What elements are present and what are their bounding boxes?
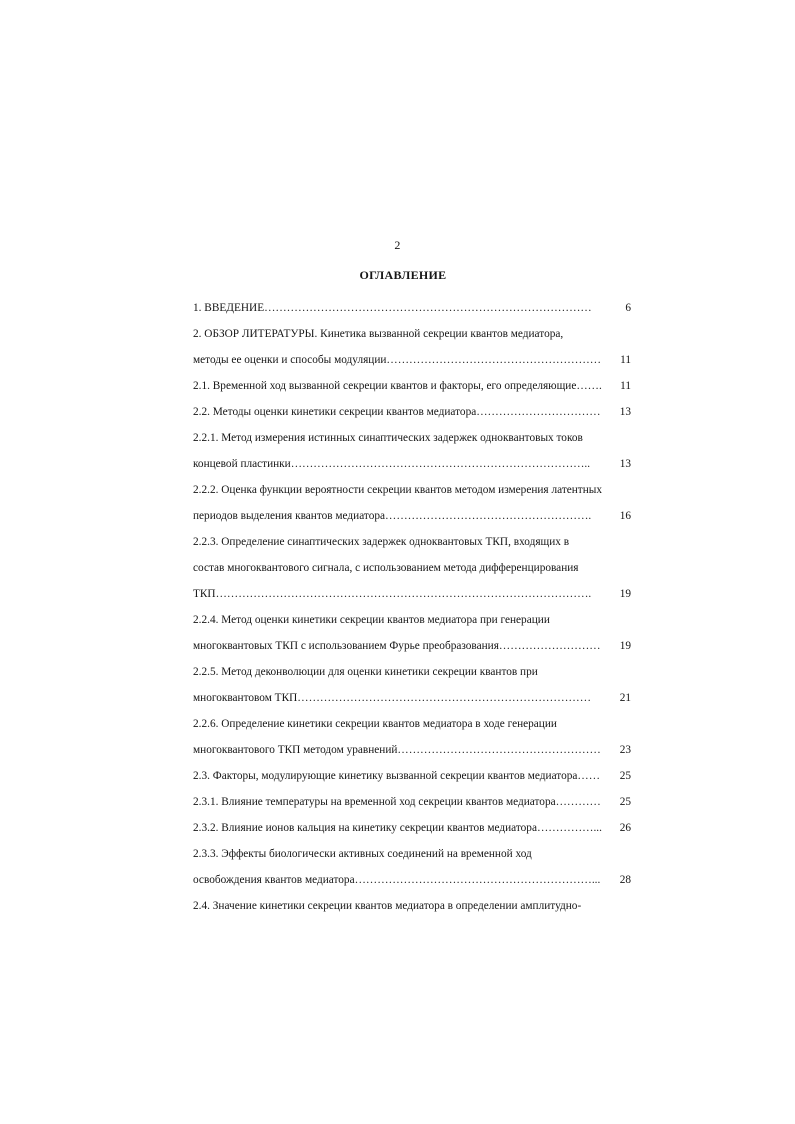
toc-entry-text: состав многоквантового сигнала, с использованием метода дифференцирования bbox=[193, 562, 579, 574]
toc-entry-text: 2.3.2. Влияние ионов кальция на кинетику секреции квантов медиатора……………... bbox=[193, 822, 602, 834]
toc-entry-page: 26 bbox=[619, 822, 631, 834]
toc-entry-line bbox=[193, 376, 633, 402]
toc-entry-page: 6 bbox=[625, 302, 631, 314]
toc-entry-page: 21 bbox=[619, 692, 631, 704]
toc-entry-text: 2.2.1. Метод измерения истинных синаптических задержек одноквантовых токов bbox=[193, 432, 583, 444]
toc-entry-text: многоквантового ТКП методом уравнений……………………………………………… bbox=[193, 744, 601, 756]
toc-entry-line bbox=[193, 584, 633, 610]
toc-entry-page: 25 bbox=[619, 770, 631, 782]
toc-entry-page: 16 bbox=[619, 510, 631, 522]
toc-entry-text: 2.2.3. Определение синаптических задержек одноквантовых ТКП, входящих в bbox=[193, 536, 570, 548]
toc-entry-line bbox=[193, 792, 633, 818]
toc-entry-text: 2.2.4. Метод оценки кинетики секреции квантов медиатора при генерации bbox=[193, 614, 550, 626]
toc-entry-text: 1. ВВЕДЕНИЕ…………………………………………………………………………… bbox=[193, 302, 592, 314]
toc-entry-text: 2. ОБЗОР ЛИТЕРАТУРЫ. Кинетика вызванной секреции квантов медиатора, bbox=[193, 328, 564, 340]
toc-entry-line bbox=[193, 714, 633, 740]
toc-entry-line bbox=[193, 324, 633, 350]
toc-title: ОГЛАВЛЕНИЕ bbox=[359, 268, 447, 282]
toc-entry-text: 2.3.3. Эффекты биологически активных соединений на временной ход bbox=[193, 848, 532, 860]
toc-entry-text: освобождения квантов медиатора………………………………………………………... bbox=[193, 874, 601, 886]
toc-entry-line bbox=[193, 870, 633, 896]
toc-entry-page: 11 bbox=[620, 380, 631, 392]
toc-entry-text: 2.2. Методы оценки кинетики секреции квантов медиатора…………………………… bbox=[193, 406, 601, 418]
toc-entry-text: методы ее оценки и способы модуляции………………………………………………… bbox=[193, 354, 602, 366]
toc-entry-text: 2.2.2. Оценка функции вероятности секреции квантов методом измерения латентных bbox=[193, 484, 603, 496]
toc-entry-line bbox=[193, 818, 633, 844]
toc-entry-line bbox=[193, 454, 633, 480]
toc-entry-line bbox=[193, 350, 633, 376]
toc-entry-text: 2.3.1. Влияние температуры на временной ход секреции квантов медиатора………… bbox=[193, 796, 601, 808]
toc-entry-line bbox=[193, 558, 633, 584]
toc-entry-page: 28 bbox=[619, 874, 631, 886]
toc-entry-line bbox=[193, 428, 633, 454]
toc-entry-text: периодов выделения квантов медиатора………………………………………………. bbox=[193, 510, 592, 522]
toc-entry-text: 2.3. Факторы, модулирующие кинетику вызванной секреции квантов медиатора…… bbox=[193, 770, 600, 782]
toc-entry-text: концевой пластинки…………………………………………………………………….. bbox=[193, 458, 591, 470]
toc-entry-text: 2.4. Значение кинетики секреции квантов медиатора в определении амплитудно- bbox=[193, 900, 582, 912]
toc-entry-line bbox=[193, 402, 633, 428]
page-number: 2 bbox=[394, 238, 401, 252]
toc-entry-line bbox=[193, 844, 633, 870]
toc-entry-text: 2.2.6. Определение кинетики секреции квантов медиатора в ходе генерации bbox=[193, 718, 557, 730]
toc-entry-page: 13 bbox=[619, 406, 631, 418]
toc-entry-text: многоквантовом ТКП…………………………………………………………………… bbox=[193, 692, 591, 704]
toc-entry-line bbox=[193, 766, 633, 792]
toc-entry-line bbox=[193, 896, 633, 922]
toc-entry-line bbox=[193, 480, 633, 506]
toc-entry-line bbox=[193, 636, 633, 662]
toc-entry-page: 11 bbox=[620, 354, 631, 366]
toc-entry-line bbox=[193, 662, 633, 688]
toc-entry-page: 25 bbox=[619, 796, 631, 808]
toc-entry-page: 19 bbox=[619, 588, 631, 600]
toc-entry-line bbox=[193, 506, 633, 532]
toc-entry-line bbox=[193, 298, 633, 324]
toc-entry-text: 2.2.5. Метод деконволюции для оценки кинетики секреции квантов при bbox=[193, 666, 538, 678]
toc-entry-page: 13 bbox=[619, 458, 631, 470]
toc-entry-line bbox=[193, 610, 633, 636]
toc-entry-line bbox=[193, 532, 633, 558]
toc-entry-text: многоквантовых ТКП с использованием Фурье преобразования……………………… bbox=[193, 640, 601, 652]
table-of-contents bbox=[193, 298, 633, 922]
toc-entry-line bbox=[193, 688, 633, 714]
toc-entry-page: 19 bbox=[619, 640, 631, 652]
toc-entry-text: 2.1. Временной ход вызванной секреции квантов и факторы, его определяющие……. bbox=[193, 380, 602, 392]
toc-entry-page: 23 bbox=[619, 744, 631, 756]
toc-entry-line bbox=[193, 740, 633, 766]
toc-entry-text: ТКП………………………………………………………………………………………. bbox=[193, 588, 592, 600]
